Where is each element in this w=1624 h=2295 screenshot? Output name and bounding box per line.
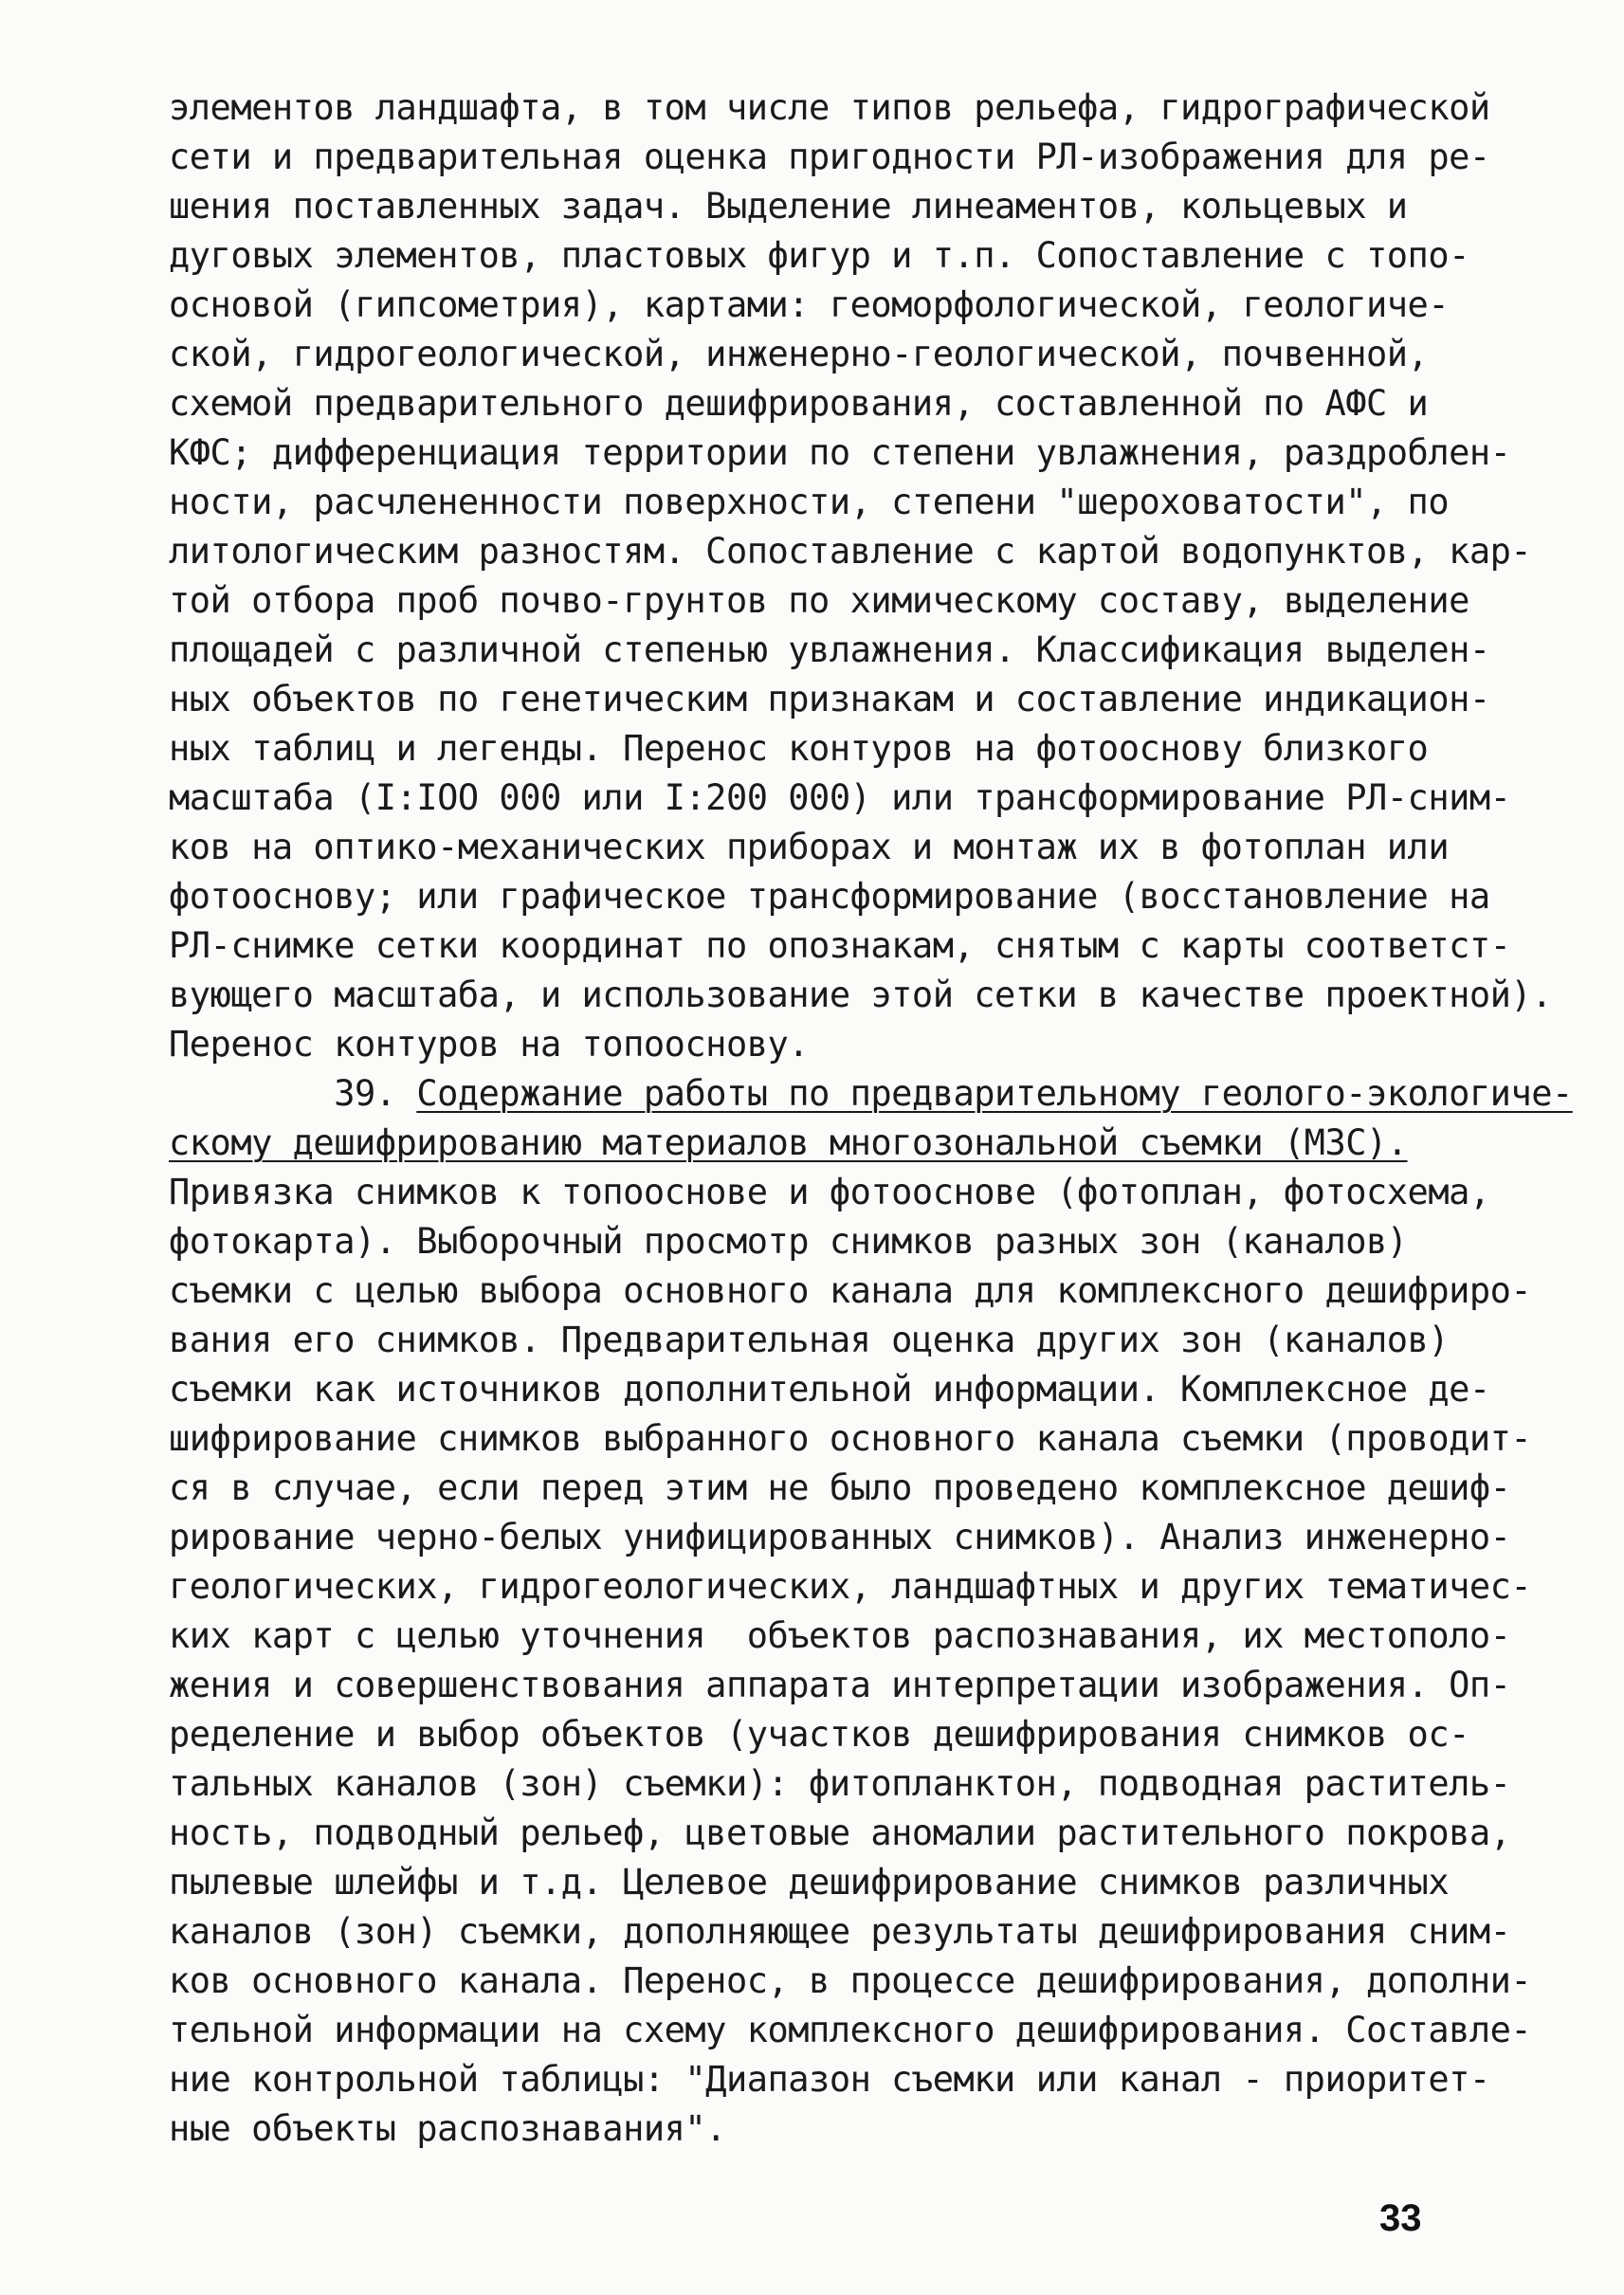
text-line: съемки с целью выбора основного канала для комплексного дешифриро- <box>169 1270 1532 1311</box>
text-line: фотокарта). Выборочный просмотр снимков разных зон (каналов) <box>169 1221 1408 1262</box>
text-line: литологическим разностям. Сопоставление с картой водопунктов, кар- <box>169 531 1532 572</box>
text-line: площадей с различной степенью увлажнения. Классификация выделен- <box>169 629 1490 670</box>
section-heading: Содержание работы по предварительному геолого-экологиче- <box>416 1073 1573 1114</box>
text-line: ся в случае, если перед этим не было проведено комплексное дешиф- <box>169 1467 1511 1508</box>
text-line: дуговых элементов, пластовых фигур и т.п. Сопоставление с топо- <box>169 235 1469 276</box>
section-heading: скому дешифрированию материалов многозональной съемки (МЗС). <box>169 1122 1408 1163</box>
text-line: фотооснову; или графическое трансформирование (восстановление на <box>169 876 1490 917</box>
text-line: каналов (зон) съемки, дополняющее результаты дешифрирования сним- <box>169 1911 1511 1952</box>
text-line: ные объекты распознавания". <box>169 2108 726 2149</box>
text-line: тальных каналов (зон) съемки): фитопланктон, подводная раститель- <box>169 1763 1511 1804</box>
text-line: схемой предварительного дешифрирования, составленной по АФС и <box>169 383 1429 424</box>
text-line: ности, расчлененности поверхности, степени "шероховатости", по <box>169 482 1450 522</box>
text-line: жения и совершенствования аппарата интерпретации изображения. Оп- <box>169 1665 1511 1705</box>
text-line: тельной информации на схему комплексного дешифрирования. Составле- <box>169 2010 1532 2050</box>
item-number: 39. <box>334 1073 417 1114</box>
item-39-heading-line <box>169 1119 1468 1168</box>
text-line: шифрирование снимков выбранного основного канала съемки (проводит- <box>169 1418 1532 1459</box>
text-line: пылевые шлейфы и т.д. Целевое дешифрирование снимков различных <box>169 1862 1450 1903</box>
text-line: ков на оптико-механических приборах и монтаж их в фотоплан или <box>169 827 1450 867</box>
text-line: той отбора проб почво-грунтов по химическому составу, выделение <box>169 580 1469 621</box>
text-line: основой (гипсометрия), картами: геоморфологической, геологиче- <box>169 284 1450 325</box>
text-line: шения поставленных задач. Выделение линеаментов, кольцевых и <box>169 186 1408 227</box>
text-line: ков основного канала. Перенос, в процессе дешифрирования, дополни- <box>169 1960 1532 2001</box>
text-line: вующего масштаба, и использование этой сетки в качестве проектной). <box>169 974 1552 1015</box>
text-line: ской, гидрогеологической, инженерно-геологической, почвенной, <box>169 334 1429 374</box>
text-line: элементов ландшафта, в том числе типов рельефа, гидрографической <box>169 87 1490 128</box>
text-line: ние контрольной таблицы: "Диапазон съемки или канал - приоритет- <box>169 2059 1490 2100</box>
page-number: 33 <box>1379 2197 1422 2239</box>
text-line: Привязка снимков к топооснове и фотооснове (фотоплан, фотосхема, <box>169 1172 1490 1212</box>
text-line: Перенос контуров на топооснову. <box>169 1024 810 1065</box>
text-line: КФС; дифференциация территории по степени увлажнения, раздроблен- <box>169 432 1511 473</box>
text-line: сети и предварительная оценка пригодности РЛ-изображения для ре- <box>169 137 1490 177</box>
text-line: рирование черно-белых унифицированных снимков). Анализ инженерно- <box>169 1517 1511 1557</box>
text-line: вания его снимков. Предварительная оценка других зон (каналов) <box>169 1320 1450 1360</box>
text-line: ных таблиц и легенды. Перенос контуров на фотооснову близкого <box>169 728 1429 769</box>
text-line: съемки как источников дополнительной информации. Комплексное де- <box>169 1369 1490 1410</box>
item-39-heading-line <box>169 1069 1573 1119</box>
text-line: ределение и выбор объектов (участков дешифрирования снимков ос- <box>169 1714 1469 1755</box>
text-line: геологических, гидрогеологических, ландшафтных и других тематичес- <box>169 1566 1532 1607</box>
text-line: масштаба (I:IOO 000 или I:200 000) или трансформирование РЛ-сним- <box>169 777 1511 818</box>
text-line: ных объектов по генетическим признакам и составление индикацион- <box>169 679 1490 719</box>
text-line: ких карт с целью уточнения объектов распознавания, их местополо- <box>169 1615 1511 1656</box>
text-block <box>169 83 1573 2154</box>
text-line: ность, подводный рельеф, цветовые аномалии растительного покрова, <box>169 1812 1511 1853</box>
text-line: РЛ-снимке сетки координат по опознакам, снятым с карты соответст- <box>169 925 1511 966</box>
